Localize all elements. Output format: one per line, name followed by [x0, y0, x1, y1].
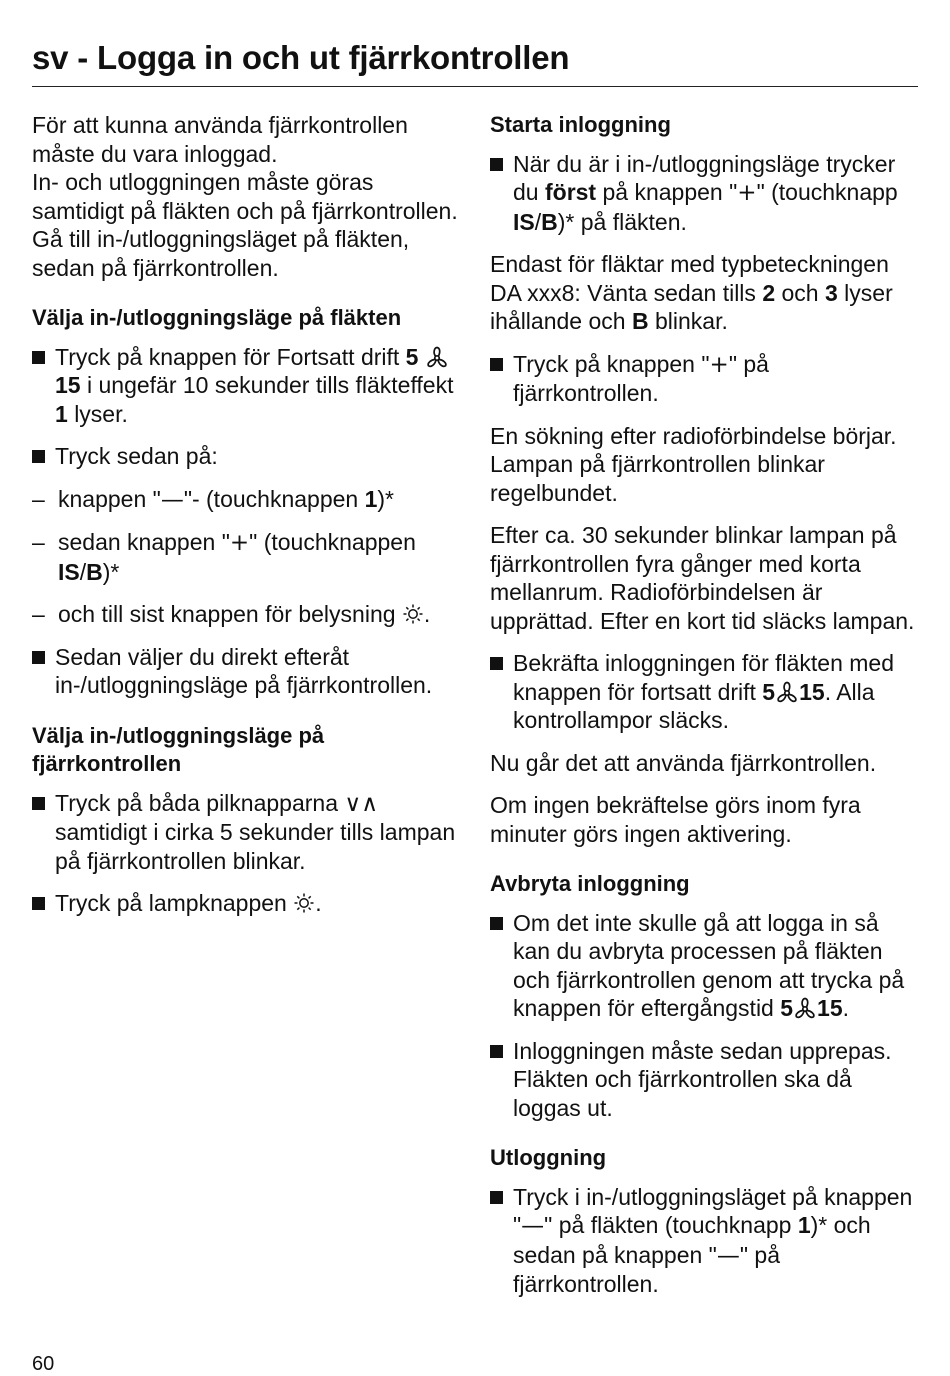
list-item: Tryck sedan på: [32, 442, 460, 471]
list-item: Tryck på knappen för Fortsatt drift 5 15 i ungefär 10 sekunder tills fläkteffekt 1 lyser. [32, 343, 460, 429]
list-item: Sedan väljer du direkt efteråt in-/utloggningsläge på fjärrkontrollen. [32, 643, 460, 700]
paragraph: En sökning efter radioförbindelse börjar. Lampan på fjärrkontrollen blinkar regelbundet. [490, 422, 897, 506]
square-bullet-icon [490, 1191, 503, 1204]
arrow-keys-icon: ∨∧ [344, 790, 379, 817]
square-bullet-icon [32, 651, 45, 664]
section-heading-fan-mode: Välja in-/utloggningsläge på fläkten [32, 305, 402, 330]
list-item: Tryck i in-/utloggningsläget på knappen "—" på fläkten (touchknapp 1)* och sedan på knappen "—" på fjärrkontrollen. [490, 1183, 920, 1299]
paragraph: Efter ca. 30 sekunder blinkar lampan på fjärrkontrollen fyra gånger med korta mellanrum. Radioförbindelsen är upprättad. Efter en kort tid släcks lampan. [490, 522, 915, 634]
list-item: Tryck på lampknappen . [32, 889, 460, 918]
page-number: 60 [32, 1353, 55, 1375]
list-item: När du är i in-/utloggningsläge trycker du först på knappen "+" (touchknapp IS/B)* på fläkten. [490, 150, 920, 237]
list-item: Tryck på knappen "+" på fjärrkontrollen. [490, 350, 920, 408]
fan-icon [775, 681, 799, 703]
section-heading-start-login: Starta inloggning [490, 112, 671, 137]
paragraph: Endast för fläktar med typbeteckningen DA xxx8: Vänta sedan tills 2 och 3 lyser ihållande och B blinkar. [490, 251, 893, 334]
section-heading-cancel-login: Avbryta inloggning [490, 871, 690, 896]
square-bullet-icon [490, 1045, 503, 1058]
square-bullet-icon [32, 897, 45, 910]
list-item: Tryck på båda pilknapparna ∨∧ samtidigt i cirka 5 sekunder tills lampan på fjärrkontrollen blinkar. [32, 789, 460, 876]
square-bullet-icon [490, 657, 503, 670]
page-title: sv - Logga in och ut fjärrkontrollen [32, 39, 570, 76]
square-bullet-icon [32, 450, 45, 463]
light-bulb-icon [402, 603, 424, 625]
list-item: Om det inte skulle gå att logga in så kan du avbryta processen på fläkten och fjärrkontrollen genom att trycka på knappen för eftergångstid 5 15. [490, 909, 920, 1023]
dash-item: – och till sist knappen för belysning . [32, 601, 431, 627]
paragraph: Om ingen bekräftelse görs inom fyra minuter görs ingen aktivering. [490, 792, 861, 847]
square-bullet-icon [32, 797, 45, 810]
square-bullet-icon [490, 917, 503, 930]
square-bullet-icon [32, 351, 45, 364]
light-bulb-icon [293, 892, 315, 914]
dash-item: – sedan knappen "+" (touchknappen IS/B)* [32, 529, 416, 585]
intro-paragraph-2: In- och utloggningen måste göras samtidigt på fläkten och på fjärrkontrollen. Gå till in-/utloggningsläget på fläkten, sedan på fjärrkontrollen. [32, 169, 458, 281]
section-heading-logout: Utloggning [490, 1145, 607, 1170]
dash-item: – knappen "—"- (touchknappen 1)* [32, 485, 395, 513]
intro-paragraph-1: För att kunna använda fjärrkontrollen måste du vara inloggad. [32, 112, 408, 167]
fan-icon [425, 346, 449, 368]
list-item: Bekräfta inloggningen för fläkten med knappen för fortsatt drift 5 15. Alla kontrollampor släcks. [490, 649, 920, 735]
right-column [490, 111, 920, 1313]
square-bullet-icon [490, 158, 503, 171]
title-divider [32, 86, 918, 87]
left-column [32, 111, 460, 932]
square-bullet-icon [490, 358, 503, 371]
list-item: Inloggningen måste sedan upprepas. Fläkten och fjärrkontrollen ska då loggas ut. [490, 1037, 920, 1123]
paragraph: Nu går det att använda fjärrkontrollen. [490, 749, 877, 776]
section-heading-remote-mode: Välja in-/utloggningsläge på fjärrkontrollen [32, 722, 325, 776]
fan-icon [793, 997, 817, 1019]
